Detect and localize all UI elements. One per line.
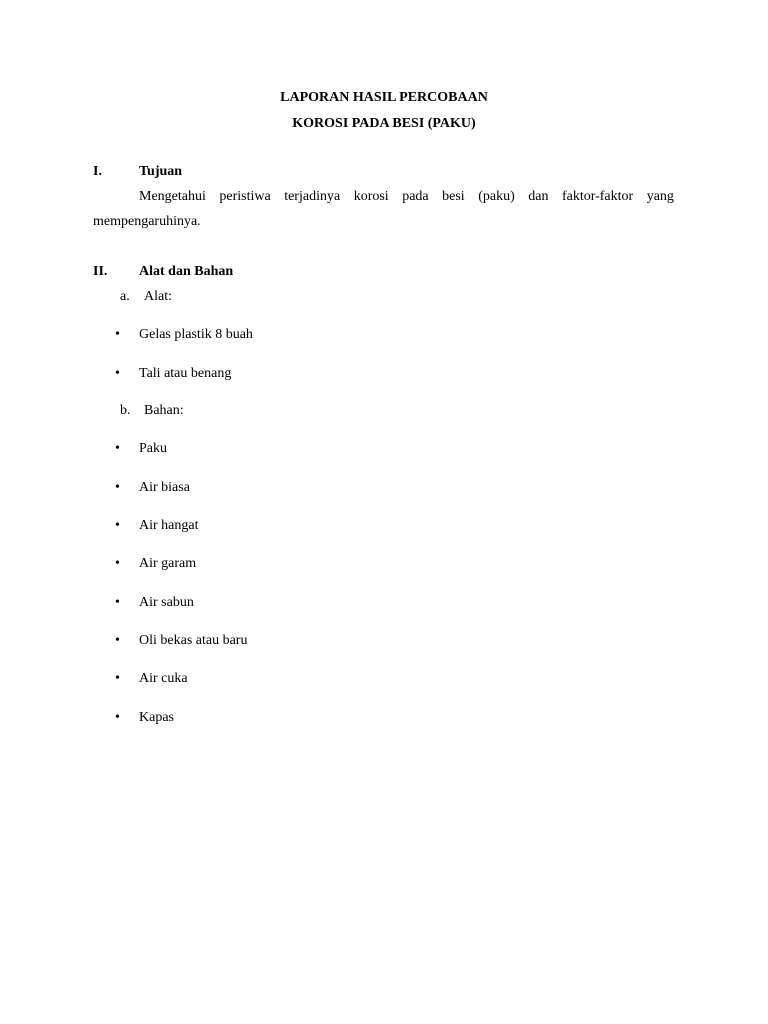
section-numeral-2: II.: [93, 264, 108, 279]
section-heading-alat-bahan: Alat dan Bahan: [139, 264, 234, 279]
word: besi: [442, 189, 465, 204]
report-title: LAPORAN HASIL PERCOBAAN: [280, 90, 488, 105]
word: peristiwa: [219, 189, 271, 204]
word: (paku): [478, 189, 515, 204]
word: yang: [646, 189, 674, 204]
bullet-icon: •: [115, 556, 120, 571]
list-item-bahan: Paku: [139, 441, 167, 456]
bullet-icon: •: [115, 366, 120, 381]
bullet-icon: •: [115, 480, 120, 495]
word: dan: [528, 189, 549, 204]
sub-label-bahan: Bahan:: [144, 403, 184, 418]
list-item-bahan: Air garam: [139, 556, 197, 571]
list-item-bahan: Kapas: [139, 710, 174, 725]
list-item-bahan: Air hangat: [139, 518, 199, 533]
bullet-icon: •: [115, 671, 120, 686]
section-heading-tujuan: Tujuan: [139, 164, 183, 179]
word: korosi: [353, 189, 389, 204]
bullet-icon: •: [115, 441, 120, 456]
list-item-bahan: Oli bekas atau baru: [139, 633, 248, 648]
sub-label-alat: Alat:: [144, 289, 172, 304]
word: terjadinya: [284, 189, 341, 204]
tujuan-paragraph-line-2: mempengaruhinya.: [93, 214, 201, 229]
list-item-bahan: Air biasa: [139, 480, 190, 495]
bullet-icon: •: [115, 327, 120, 342]
word: Mengetahui: [139, 189, 206, 204]
bullet-icon: •: [115, 595, 120, 610]
list-item-alat: Gelas plastik 8 buah: [139, 327, 253, 342]
bullet-icon: •: [115, 518, 120, 533]
sub-marker-b: b.: [120, 403, 131, 418]
tujuan-paragraph-line-1: [139, 188, 674, 206]
bullet-icon: •: [115, 710, 120, 725]
section-numeral-1: I.: [93, 164, 102, 179]
bullet-icon: •: [115, 633, 120, 648]
list-item-alat: Tali atau benang: [139, 366, 232, 381]
word: faktor-faktor: [561, 189, 634, 204]
report-subtitle: KOROSI PADA BESI (PAKU): [292, 116, 476, 131]
list-item-bahan: Air cuka: [139, 671, 188, 686]
word: pada: [402, 189, 429, 204]
sub-marker-a: a.: [120, 289, 130, 304]
list-item-bahan: Air sabun: [139, 595, 194, 610]
